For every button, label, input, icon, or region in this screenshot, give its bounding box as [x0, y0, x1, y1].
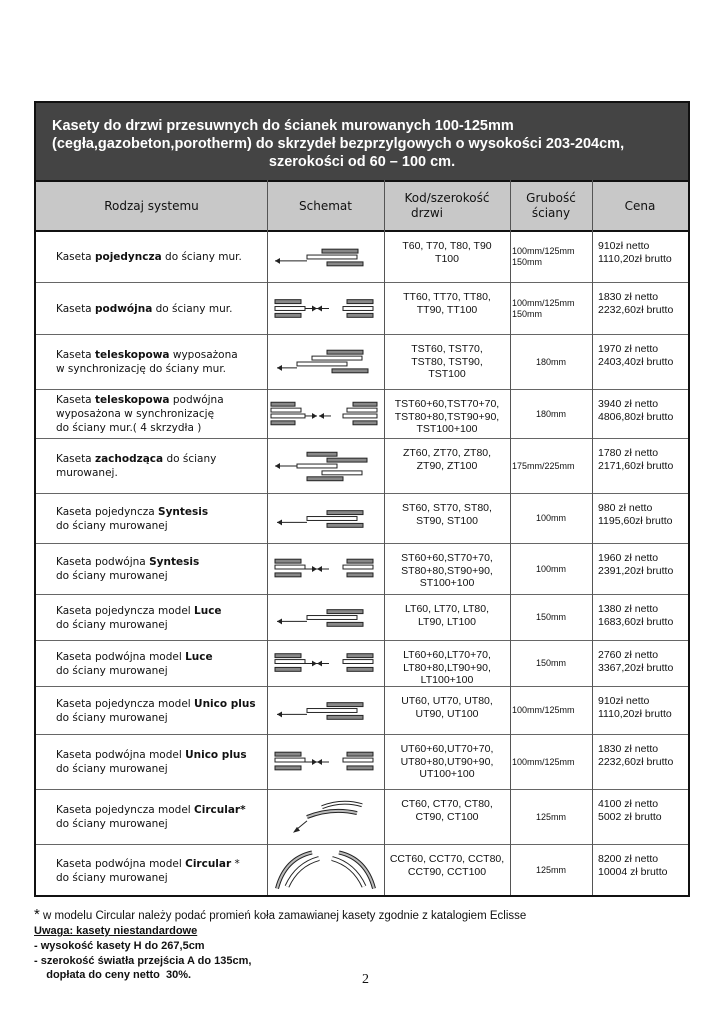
col-code-l1: Kod/szerokość	[404, 191, 490, 205]
price-brutto: 2232,60zł brutto	[598, 755, 674, 768]
schema-diagram	[267, 641, 384, 686]
schema-diagram	[267, 494, 384, 543]
system-line-1	[56, 803, 246, 817]
system-line-2: w synchronizację do ściany mur.	[56, 363, 227, 375]
schema-icon	[267, 595, 384, 640]
code-line-2: LT80+80,LT90+90,	[403, 661, 491, 674]
col-thickness	[510, 182, 592, 230]
system-name	[36, 439, 267, 493]
schema-icon	[267, 790, 384, 844]
system-name	[36, 335, 267, 389]
price-netto: 1780 zł netto	[598, 447, 659, 459]
system-text-end: *	[231, 857, 240, 870]
code-line-1: ST60+60,ST70+70,	[401, 552, 493, 564]
schema-icon	[267, 439, 384, 493]
system-name	[36, 390, 267, 438]
price	[592, 595, 688, 640]
system-bold: podwójna	[94, 302, 153, 315]
table-row	[36, 595, 688, 641]
table-row	[36, 544, 688, 595]
schema-diagram	[267, 845, 384, 896]
system-text: Kaseta podwójna	[56, 556, 150, 568]
divider-1	[267, 180, 268, 895]
price-netto: 4100 zł netto	[598, 798, 659, 810]
col-thick-l1: Grubość	[526, 191, 576, 205]
code-line-1: TST60+60,TST70+70,	[394, 398, 500, 410]
wall-thickness	[510, 641, 592, 686]
code-line-2: TT90, TT100	[416, 303, 478, 316]
price-netto: 2760 zł netto	[598, 649, 659, 661]
system-line-2: do ściany murowanej	[56, 871, 168, 884]
system-bold: Luce	[185, 650, 213, 663]
system-text: Kaseta podwójna model	[56, 749, 186, 761]
table-row	[36, 335, 688, 390]
code-line-2: UT90, UT100	[415, 707, 479, 720]
header-line-3: szerokości od 60 – 100 cm.	[268, 154, 456, 170]
schema-diagram	[267, 790, 384, 844]
system-bold: Circular	[185, 857, 232, 870]
table-row	[36, 687, 688, 735]
code-line-1: UT60+60,UT70+70,	[400, 743, 494, 755]
code-line-2: CCT90, CCT100	[407, 865, 487, 878]
system-name	[36, 494, 267, 543]
schema-diagram	[267, 595, 384, 640]
table-row	[36, 232, 688, 283]
system-text: Kaseta	[56, 349, 95, 361]
thickness-line-1: 180mm	[535, 356, 566, 367]
schema-diagram	[267, 735, 384, 789]
code-width	[384, 595, 510, 640]
price-netto: 1830 zł netto	[598, 743, 659, 755]
table-row	[36, 845, 688, 896]
system-name	[36, 232, 267, 282]
price	[592, 335, 688, 389]
price-brutto: 3367,20zł brutto	[598, 661, 674, 674]
thickness-line-1: 100mm	[535, 563, 566, 574]
table-row	[36, 641, 688, 687]
thickness-line-2: 150mm	[512, 257, 543, 267]
price-brutto: 1195,60zł brutto	[598, 514, 673, 527]
price	[592, 687, 688, 734]
wall-thickness	[510, 439, 594, 493]
system-bold: Unico plus	[194, 697, 256, 710]
code-width	[384, 735, 510, 789]
wall-thickness	[510, 735, 594, 789]
system-line-1	[56, 604, 222, 618]
system-text: Kaseta	[56, 453, 95, 465]
price-netto: 910zł netto	[598, 695, 650, 707]
system-text: Kaseta pojedyncza model	[56, 604, 195, 617]
system-line-1	[56, 250, 242, 264]
price-brutto: 5002 zł brutto	[598, 810, 662, 823]
schema-diagram	[267, 335, 384, 389]
system-line-2: do ściany murowanej	[56, 519, 168, 532]
system-line-3: do ściany mur.( 4 skrzydła )	[56, 422, 202, 434]
code-line-1: ST60, ST70, ST80,	[402, 502, 492, 514]
price-netto: 1960 zł netto	[598, 552, 659, 564]
code-line-3: LT100+100	[420, 674, 474, 686]
thickness-line-1: 100mm/125mm	[512, 756, 575, 767]
code-line-1: ZT60, ZT70, ZT80,	[402, 447, 492, 459]
thickness-line-1: 100mm/125mm	[512, 705, 575, 715]
thickness-line-1: 100mm	[535, 513, 566, 523]
schema-icon	[267, 335, 384, 389]
schema-diagram	[267, 390, 384, 438]
code-width	[384, 494, 510, 543]
system-line-1	[56, 505, 208, 519]
footnote-star: *	[34, 906, 40, 923]
system-text-end: do ściany	[163, 453, 217, 465]
system-bold: pojedyncza	[94, 251, 162, 263]
system-name	[36, 735, 267, 789]
system-name	[36, 790, 267, 844]
code-width	[384, 641, 510, 686]
footnote	[34, 906, 526, 923]
thickness-line-2: 150mm	[512, 308, 543, 319]
system-name	[36, 687, 267, 734]
code-width	[384, 232, 510, 282]
table-header	[36, 103, 688, 180]
system-text: Kaseta pojedyncza	[56, 505, 159, 518]
system-bold: Circular*	[194, 804, 246, 816]
system-text: Kaseta	[56, 394, 95, 406]
system-text-end: podwójna	[169, 394, 224, 406]
price-brutto: 2403,40zł brutto	[598, 355, 674, 368]
code-line-1: LT60, LT70, LT80,	[404, 603, 490, 615]
code-line-2: T100	[435, 252, 459, 265]
schema-diagram	[267, 283, 384, 334]
schema-icon	[267, 845, 384, 896]
system-line-2: do ściany murowanej	[56, 618, 168, 631]
price-netto: 3940 zł netto	[598, 398, 659, 410]
table-row	[36, 735, 688, 790]
code-width	[384, 335, 510, 389]
code-line-1: TST60, TST70,	[411, 343, 483, 355]
code-line-2: UT80+80,UT90+90,	[400, 755, 494, 768]
column-headers	[36, 180, 688, 232]
code-line-2: ZT90, ZT100	[416, 459, 478, 472]
thickness-line-1: 125mm	[535, 865, 566, 875]
wall-thickness	[510, 232, 594, 282]
price	[592, 845, 688, 896]
wall-thickness	[510, 494, 592, 543]
system-line-2: do ściany murowanej	[56, 763, 168, 775]
system-line-1	[56, 555, 199, 569]
system-line-2: do ściany murowanej	[56, 711, 168, 724]
system-name	[36, 283, 267, 334]
code-line-3: UT100+100	[419, 768, 475, 780]
system-text-end: do ściany mur.	[152, 302, 233, 315]
thickness-line-1: 150mm	[535, 658, 566, 668]
col-thick-l2: ściany	[531, 206, 571, 220]
code-line-2: CT90, CT100	[415, 810, 479, 823]
system-text: Kaseta pojedyncza model	[56, 697, 195, 710]
code-line-3: TST100+100	[416, 423, 478, 435]
header-line-1: Kasety do drzwi przesuwnych do ścianek murowanych 100-125mm	[52, 118, 514, 134]
code-width	[384, 790, 510, 844]
table-row	[36, 283, 688, 335]
code-line-2: TST80, TST90,	[411, 355, 483, 368]
schema-diagram	[267, 544, 384, 594]
wall-thickness	[510, 390, 592, 438]
price	[592, 494, 688, 543]
header-line-2: (cegła,gazobeton,porotherm) do skrzydeł bezprzylgowych o wysokości 203-204cm,	[52, 136, 625, 152]
code-line-2: TST80+80,TST90+90,	[394, 410, 500, 423]
col-price: Cena	[624, 198, 656, 213]
uwaga-bullet-3: dopłata do ceny netto 30%.	[34, 969, 192, 981]
price	[592, 283, 688, 334]
schema-icon	[267, 232, 384, 282]
wall-thickness	[510, 335, 592, 389]
system-line-1	[56, 302, 232, 316]
code-line-2: ST90, ST100	[416, 514, 478, 527]
price-netto: 1380 zł netto	[598, 603, 659, 615]
code-line-3: TST100	[428, 368, 466, 380]
footnote-text: w modelu Circular należy podać promień koła zamawianej kasety zgodnie z katalogiem Eclisse	[39, 910, 527, 922]
thickness-line-1: 100mm/125mm	[512, 246, 575, 256]
system-name	[36, 641, 267, 686]
code-line-1: T60, T70, T80, T90	[402, 240, 492, 252]
system-text-end: wyposażona	[169, 349, 238, 361]
wall-thickness	[510, 687, 594, 734]
wall-thickness	[510, 845, 592, 896]
price-brutto: 2391,20zł brutto	[598, 564, 674, 577]
system-line-1	[56, 697, 256, 711]
code-width	[384, 687, 510, 734]
divider-3	[510, 180, 511, 895]
system-line-1	[56, 857, 240, 871]
table-row	[36, 790, 688, 845]
price-brutto: 2171,60zł brutto	[598, 459, 674, 472]
wall-thickness	[510, 544, 592, 594]
schema-icon	[267, 283, 384, 334]
schema-icon	[267, 390, 384, 438]
code-line-2: ST80+80,ST90+90,	[401, 564, 493, 577]
uwaga-bullet-1: - wysokość kasety H do 267,5cm	[34, 940, 205, 952]
schema-icon	[267, 544, 384, 594]
system-line-1	[56, 650, 213, 664]
thickness-line-1: 150mm	[535, 612, 566, 622]
price-brutto: 1110,20zł brutto	[598, 707, 672, 720]
code-line-1: UT60, UT70, UT80,	[401, 695, 493, 707]
price-brutto: 1110,20zł brutto	[598, 252, 672, 265]
code-line-3: ST100+100	[419, 577, 475, 589]
divider-4	[592, 180, 593, 895]
price	[592, 641, 688, 686]
price-netto: 1970 zł netto	[598, 343, 659, 355]
code-width	[384, 283, 510, 334]
price-brutto: 4806,80zł brutto	[598, 410, 674, 423]
system-line-2: wyposażona w synchronizację	[56, 408, 215, 420]
code-width	[384, 439, 510, 493]
system-line-1	[56, 348, 238, 362]
system-line-2: do ściany murowanej	[56, 664, 168, 677]
system-text: Kaseta podwójna model	[56, 650, 186, 663]
system-text: Kaseta	[56, 302, 95, 315]
system-name	[36, 845, 267, 896]
col-schema: Schemat	[299, 198, 352, 213]
col-code-l2: drzwi	[411, 206, 443, 220]
system-name	[36, 595, 267, 640]
system-bold: teleskopowa	[94, 349, 170, 361]
price-netto: 910zł netto	[598, 240, 650, 252]
schema-icon	[267, 494, 384, 543]
uwaga-title: Uwaga: kasety niestandardowe	[34, 925, 198, 937]
schema-icon	[267, 641, 384, 686]
system-line-1	[56, 748, 247, 762]
schema-icon	[267, 687, 384, 734]
price	[592, 439, 688, 493]
price-netto: 1830 zł netto	[598, 291, 659, 303]
price-brutto: 10004 zł brutto	[598, 865, 668, 878]
price	[592, 735, 688, 789]
schema-diagram	[267, 232, 384, 282]
price-netto: 8200 zł netto	[598, 853, 659, 865]
system-bold: Unico plus	[185, 749, 247, 761]
code-width	[384, 390, 510, 438]
thickness-line-1: 180mm	[535, 408, 566, 419]
price	[592, 390, 688, 438]
code-line-1: CT60, CT70, CT80,	[401, 798, 493, 810]
price-brutto: 2232,60zł brutto	[598, 303, 674, 316]
price	[592, 544, 688, 594]
system-text-end: do ściany mur.	[161, 251, 242, 263]
system-name	[36, 544, 267, 594]
price-table	[34, 101, 690, 897]
system-text: Kaseta pojedyncza model	[56, 804, 195, 816]
thickness-line-1: 100mm/125mm	[512, 297, 575, 308]
code-width	[384, 544, 510, 594]
schema-diagram	[267, 687, 384, 734]
col-code	[384, 182, 510, 230]
divider-2	[384, 180, 385, 895]
code-line-1: CCT60, CCT70, CCT80,	[389, 853, 505, 865]
system-line-2: murowanej.	[56, 467, 118, 479]
thickness-line-1: 175mm/225mm	[512, 460, 575, 471]
system-line-2: do ściany murowanej	[56, 570, 168, 582]
wall-thickness	[510, 790, 592, 844]
price-netto: 980 zł netto	[598, 502, 653, 514]
wall-thickness	[510, 595, 592, 640]
code-width	[384, 845, 510, 896]
system-bold: Syntesis	[158, 505, 209, 518]
schema-diagram	[267, 439, 384, 493]
system-line-2: do ściany murowanej	[56, 818, 168, 830]
wall-thickness	[510, 283, 594, 334]
system-line-1	[56, 452, 216, 466]
table-row	[36, 494, 688, 544]
system-bold: zachodząca	[94, 453, 164, 465]
system-bold: teleskopowa	[94, 394, 170, 406]
code-line-1: TT60, TT70, TT80,	[403, 291, 491, 303]
system-bold: Luce	[194, 604, 222, 617]
system-text: Kaseta podwójna model	[56, 857, 186, 870]
table-row	[36, 439, 688, 494]
code-line-1: LT60+60,LT70+70,	[403, 649, 491, 661]
system-text: Kaseta	[56, 251, 95, 263]
thickness-line-1: 125mm	[535, 811, 566, 822]
price	[592, 232, 688, 282]
table-row	[36, 390, 688, 439]
system-line-1	[56, 393, 224, 407]
uwaga-bullet-2: - szerokość światła przejścia A do 135cm,	[34, 955, 252, 967]
code-line-2: LT90, LT100	[418, 615, 476, 628]
page-number: 2	[362, 972, 369, 987]
system-bold: Syntesis	[149, 556, 200, 568]
schema-icon	[267, 735, 384, 789]
price	[592, 790, 688, 844]
price-brutto: 1683,60zł brutto	[598, 615, 674, 628]
col-system: Rodzaj systemu	[104, 198, 199, 213]
